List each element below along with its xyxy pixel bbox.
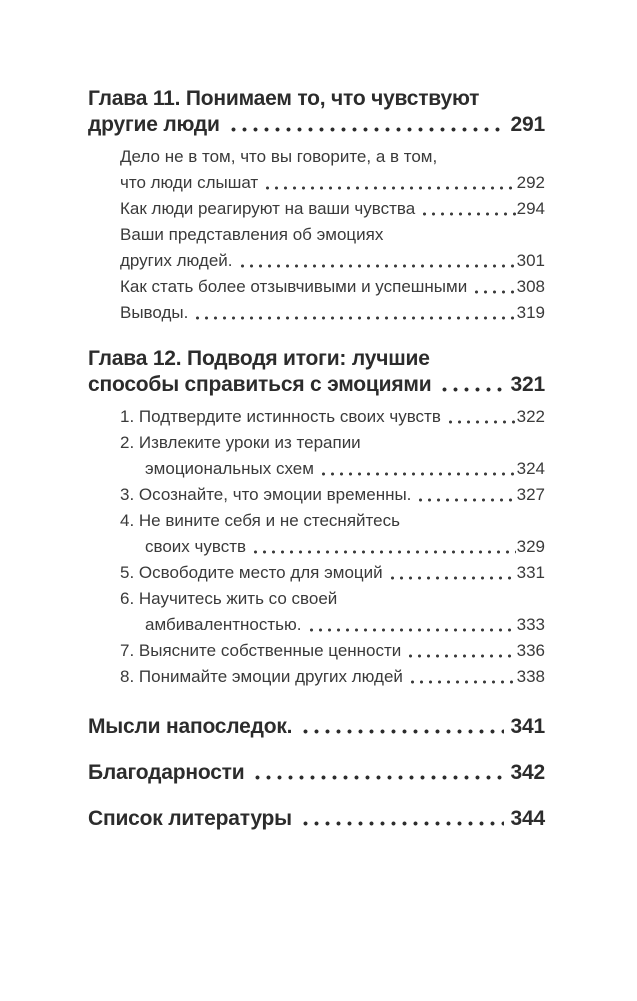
toc-entry-line: 2. Извлеките уроки из терапии (120, 433, 361, 452)
toc-entry-line (88, 560, 545, 586)
toc-entry-line: 6. Научитесь жить со своей (120, 589, 338, 608)
chapter-11-entries (88, 144, 545, 326)
dot-leader (238, 264, 516, 268)
page-number: 333 (516, 615, 545, 634)
backmatter-entry (88, 760, 545, 786)
chapter-11-page-number: 291 (510, 113, 545, 136)
dot-leader (406, 654, 515, 658)
page-number: 292 (516, 173, 545, 192)
dot-leader (416, 498, 515, 502)
toc-entry-text: эмоциональных схем (145, 459, 314, 478)
toc-entry-line (88, 638, 545, 664)
toc-entry-text: Как люди реагируют на ваши чувства (120, 199, 416, 218)
dot-leader (420, 212, 515, 216)
dot-leader (408, 680, 516, 684)
dot-leader (307, 628, 516, 632)
backmatter-page-number: 344 (510, 807, 545, 830)
dot-leader (193, 316, 515, 320)
chapter-12-title-text: способы справиться с эмоциями (88, 373, 432, 396)
toc-entry-text: Выводы. (120, 303, 189, 322)
dot-leader (252, 775, 503, 780)
toc-entry-line (88, 534, 545, 560)
dot-leader (319, 472, 516, 476)
toc-entry-text: 8. Понимайте эмоции других людей (120, 667, 403, 686)
toc-entry-line: Ваши представления об эмоциях (120, 225, 384, 244)
toc-entry-line (88, 300, 545, 326)
page-number: 319 (516, 303, 545, 322)
chapter-11-title-text: другие люди (88, 113, 220, 136)
dot-leader (439, 387, 503, 392)
backmatter-entry-text: Список литературы (88, 807, 292, 830)
dot-leader (472, 290, 515, 294)
toc-entry-text: что люди слышат (120, 173, 259, 192)
toc-entry-text: 1. Подтвердите истинность своих чувств (120, 407, 441, 426)
toc-entry-text: своих чувств (145, 537, 247, 556)
page-number: 327 (516, 485, 545, 504)
toc-entry-text: 3. Осознайте, что эмоции временны. (120, 485, 412, 504)
chapter-12-entries (88, 404, 545, 690)
backmatter-entry (88, 806, 545, 832)
page-number: 301 (516, 251, 545, 270)
toc-entry-line (88, 482, 545, 508)
toc-section-chapter-11 (88, 86, 545, 326)
page-number: 338 (516, 667, 545, 686)
toc-entry-line (88, 274, 545, 300)
toc-entry-line (88, 404, 545, 430)
toc-backmatter (88, 714, 545, 832)
toc-entry-text: Как стать более отзывчивыми и успешными (120, 277, 468, 296)
chapter-12-title-line2 (88, 372, 545, 398)
page-number: 308 (516, 277, 545, 296)
chapter-11-title-line2 (88, 112, 545, 138)
dot-leader (251, 550, 516, 554)
chapter-12-page-number: 321 (510, 373, 545, 396)
toc-entry-line: Дело не в том, что вы говорите, а в том, (120, 147, 438, 166)
dot-leader (228, 127, 504, 132)
toc-entry-line (88, 170, 545, 196)
dot-leader (263, 186, 515, 190)
dot-leader (388, 576, 516, 580)
page-number: 331 (516, 563, 545, 582)
backmatter-entry-text: Благодарности (88, 761, 245, 784)
toc-entry-line (88, 196, 545, 222)
chapter-11-title-line1: Глава 11. Понимаем то, что чувствуют (88, 87, 480, 110)
page-number: 294 (516, 199, 545, 218)
page-number: 336 (516, 641, 545, 660)
chapter-12-title-line1: Глава 12. Подводя итоги: лучшие (88, 347, 430, 370)
dot-leader (300, 821, 504, 826)
toc-entry-text: 7. Выясните собственные ценности (120, 641, 402, 660)
toc-entry-line (88, 248, 545, 274)
toc-entry-text: других людей. (120, 251, 233, 270)
toc-entry-line: 4. Не вините себя и не стесняйтесь (120, 511, 400, 530)
toc-entry-line (88, 612, 545, 638)
toc-entry-text: 5. Освободите место для эмоций (120, 563, 383, 582)
toc-entry-line (88, 664, 545, 690)
backmatter-page-number: 342 (510, 761, 545, 784)
toc-entry-line (88, 456, 545, 482)
dot-leader (446, 420, 516, 424)
page-number: 322 (516, 407, 545, 426)
toc-entry-text: амбивалентностью. (145, 615, 302, 634)
toc-section-chapter-12 (88, 346, 545, 690)
backmatter-entry (88, 714, 545, 740)
backmatter-page-number: 341 (510, 715, 545, 738)
page-number: 329 (516, 537, 545, 556)
page-number: 324 (516, 459, 545, 478)
dot-leader (300, 729, 503, 734)
backmatter-entry-text: Мысли напоследок. (88, 715, 293, 738)
